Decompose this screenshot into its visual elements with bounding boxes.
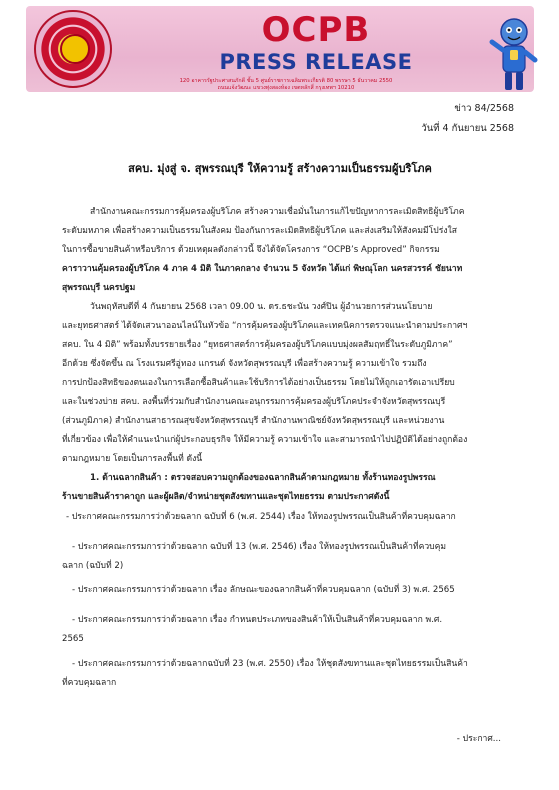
ocpb-seal-logo — [34, 10, 112, 88]
paragraph-line: คาราวานคุ้มครองผู้บริโภค 4 ภาค 4 มิติ ในภาคกลาง จำนวน 5 จังหวัด ได้แก่ พิษณุโลก นครสวรรค์ ชัยนาท — [62, 264, 463, 274]
paragraph-event — [62, 298, 506, 469]
address-line-2: ถนนแจ้งวัฒนะ แขวงทุ่งสองห้อง เขตหลักสี่ กรุงเทพฯ 10210 — [217, 85, 355, 91]
list-item-line: - ประกาศคณะกรรมการว่าด้วยฉลาก ฉบับที่ 13 (พ.ศ. 2546) เรื่อง ให้ทองรูปพรรณเป็นสินค้าที่ควบคุม — [72, 542, 447, 552]
paragraph-line: และในช่วงบ่าย สคบ. ลงพื้นที่ร่วมกับสำนักงานคณะอนุกรรมการคุ้มครองผู้บริโภคประจำจังหวัดสุพรรณบุรี — [62, 397, 446, 407]
news-date: วันที่ 4 กันยายน 2568 — [421, 123, 514, 134]
banner-subtitle: PRESS RELEASE — [219, 50, 413, 74]
paragraph-line: (ส่วนภูมิภาค) สำนักงานสาธารณสุขจังหวัดสุพรรณบุรี สำนักงานพาณิชย์จังหวัดสุพรรณบุรี และหน่วยงาน — [62, 416, 445, 426]
paragraph-line: สุพรรณบุรี นครปฐม — [62, 283, 136, 293]
paragraph-line: สคบ. ใน 4 มิติ” พร้อมทั้งบรรยายเรื่อง “ยุทธศาสตร์การคุ้มครองผู้บริโภคแบบมุ่งผลสัมฤทธิ์ในระดับภูมิภาค” — [62, 340, 453, 350]
list-item — [62, 611, 502, 649]
paragraph-line: ในการซื้อขายสินค้าหรือบริการ ด้วยเหตุผลดังกล่าวนี้ จึงได้จัดโครงการ “OCPB’s Approved” กิจกรรม — [62, 245, 440, 255]
banner-address — [136, 78, 436, 92]
paragraph-line: ตามกฎหมาย โดยเป็นการลงพื้นที่ ดังนี้ — [62, 454, 203, 464]
list-item-line: ที่ควบคุมฉลาก — [62, 678, 117, 688]
paragraph-line: ที่เกี่ยวข้อง เพื่อให้คำแนะนำแก่ผู้ประกอบธุรกิจ ให้มีความรู้ ความเข้าใจ และสามารถนำไปปฏิบัติได้อย่างถูกต้อง — [62, 435, 468, 445]
list-item — [66, 508, 506, 527]
list-item-line: - ประกาศคณะกรรมการว่าด้วยฉลากฉบับที่ 23 (พ.ศ. 2550) เรื่อง ให้ชุดสังฆทานและชุดไทยธรรมเป็นสินค้า — [72, 659, 468, 669]
list-item-line: - ประกาศคณะกรรมการว่าด้วยฉลาก เรื่อง กำหนดประเภทของสินค้าให้เป็นสินค้าที่ควบคุมฉลาก พ.ศ. — [72, 615, 443, 625]
headline: สคบ. มุ่งสู่ จ. สุพรรณบุรี ให้ความรู้ สร้างความเป็นธรรมผู้บริโภค — [128, 162, 432, 175]
section-heading: ร้านขายสินค้าราคาถูก และผู้ผลิต/จำหน่ายชุดสังฆทานและชุดไทยธรรม ตามประกาศดังนี้ — [62, 492, 390, 502]
list-item — [62, 655, 502, 693]
section-label-section — [62, 469, 506, 507]
paragraph-line: การปกป้องสิทธิของตนเองในการเลือกซื้อสินค้าและใช้บริการได้อย่างเป็นธรรม โดยไม่ให้ถูกเอารัดเอาเปรียบ — [62, 378, 455, 388]
paragraph-intro — [62, 203, 506, 298]
section-heading: 1. ด้านฉลากสินค้า : ตรวจสอบความถูกต้องของฉลากสินค้าตามกฎหมาย ทั้งร้านทองรูปพรรณ — [90, 473, 436, 483]
paragraph-line: ระดับมหภาค เพื่อสร้างความเป็นธรรมในสังคม ป้องกันการละเมิดสิทธิผู้บริโภค และส่งเสริมให้สังคมมีโปร่งใส — [62, 226, 457, 236]
banner-title: OCPB — [261, 10, 371, 50]
paragraph-line: สำนักงานคณะกรรมการคุ้มครองผู้บริโภค สร้างความเชื่อมั่นในการแก้ไขปัญหาการละเมิดสิทธิผู้บริโภค — [90, 207, 465, 217]
paragraph-line: และยุทธศาสตร์ ได้จัดเสวนาออนไลน์ในหัวข้อ “การคุ้มครองผู้บริโภคและเทคนิคการตรวจแนะนำตามประกาศฯ — [62, 321, 468, 331]
list-item-line: 2565 — [62, 634, 84, 644]
continued-marker: - ประกาศ... — [456, 734, 501, 744]
press-release-banner — [26, 6, 534, 92]
list-item-line: ฉลาก (ฉบับที่ 2) — [62, 561, 124, 571]
news-number: ข่าว 84/2568 — [454, 103, 514, 114]
list-item-line: - ประกาศคณะกรรมการว่าด้วยฉลาก ฉบับที่ 6 (พ.ศ. 2544) เรื่อง ให้ทองรูปพรรณเป็นสินค้าที่ควบคุมฉลาก — [66, 512, 456, 522]
address-line-1: 120 อาคารรัฐประศาสนภักดี ชั้น 5 ศูนย์ราชการเฉลิมพระเกียรติ 80 พรรษา 5 ธันวาคม 2550 — [179, 78, 393, 84]
seal-center-emblem — [60, 34, 90, 64]
list-item — [62, 538, 502, 576]
list-item — [62, 581, 502, 600]
list-item-line: - ประกาศคณะกรรมการว่าด้วยฉลาก เรื่อง ลักษณะของฉลากสินค้าที่ควบคุมฉลาก (ฉบับที่ 3) พ.ศ. 2565 — [72, 585, 455, 595]
paragraph-line: อีกด้วย ซึ่งจัดขึ้น ณ โรงแรมศรีอู่ทอง แกรนด์ จังหวัดสุพรรณบุรี เพื่อสร้างความรู้ ความเข้าใจ รวมถึง — [62, 359, 427, 369]
paragraph-line: วันพฤหัสบดีที่ 4 กันยายน 2568 เวลา 09.00 น. ดร.ธชะนัน วงศ์ปิน ผู้อำนวยการส่วนนโยบาย — [90, 302, 433, 312]
mascot-figure — [486, 14, 542, 94]
